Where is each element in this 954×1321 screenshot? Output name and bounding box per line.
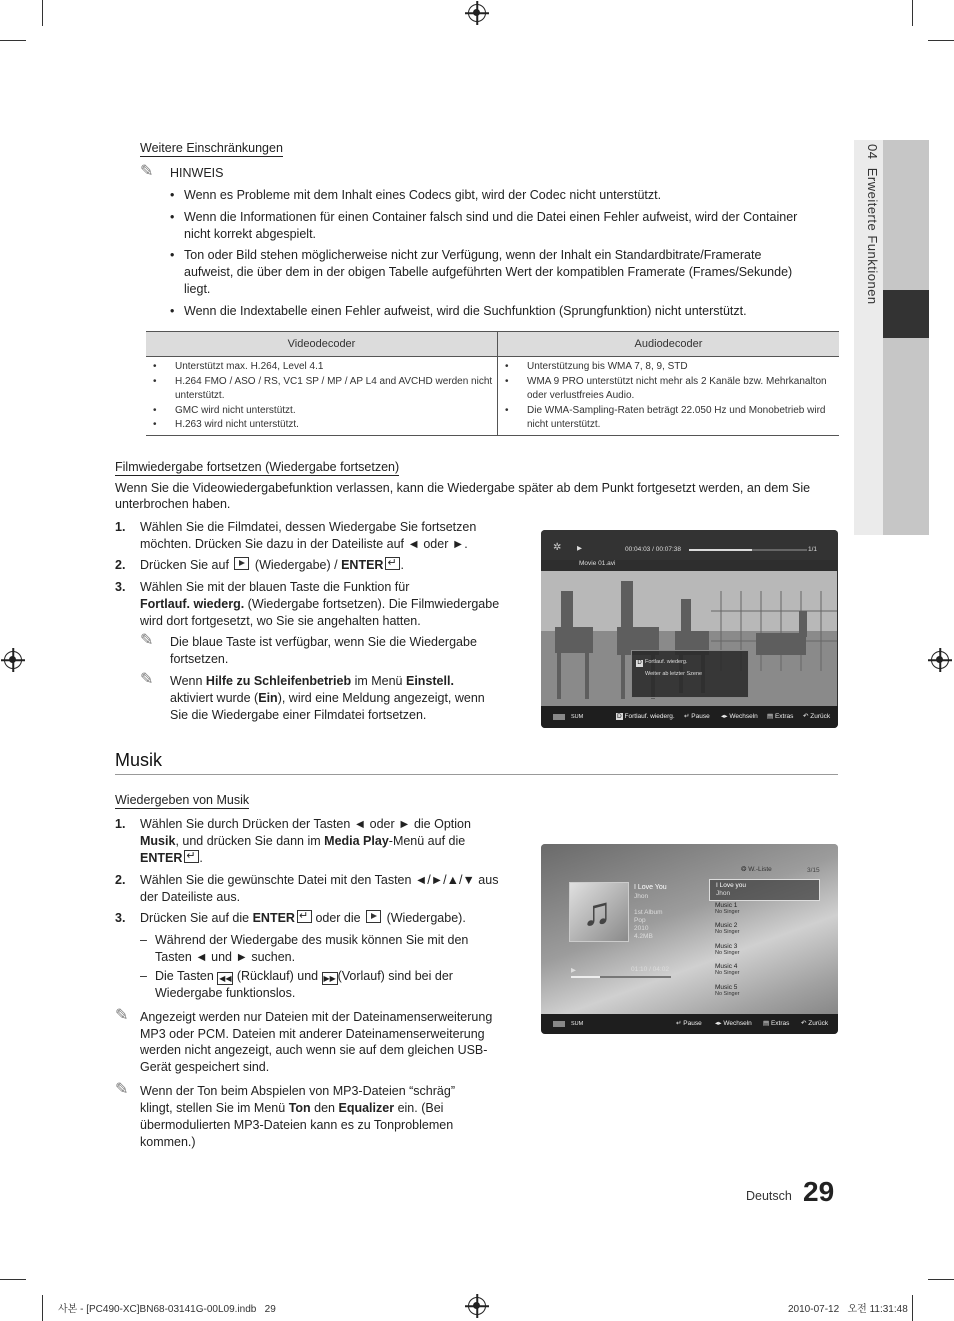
page-number: 29 [803, 1176, 835, 1207]
player-bottom-bar [541, 706, 838, 728]
blue-d-button-icon: D [637, 660, 642, 666]
play-state-icon: ▶ [577, 545, 582, 552]
table-header-video: Videodecoder [146, 332, 498, 357]
note-text: Wenn der Ton beim Abspielen von MP3-Dateien “schräg” [140, 1084, 455, 1098]
extras-hint: ▤ Extras [763, 1020, 790, 1027]
playlist-item-title: I Love you [716, 882, 746, 889]
storage-label: SUM [571, 714, 584, 720]
playlist-header: ❂ W.-Liste [741, 866, 772, 873]
table-cell-audio [498, 357, 840, 436]
note-pencil-icon: ✎ [115, 1007, 129, 1024]
track-genre: Pop [634, 917, 646, 924]
rewind-button-icon: ◀◀ [219, 974, 232, 983]
step-text: Wählen Sie die Filmdatei, dessen Wiedergabe Sie fortsetzen [140, 520, 477, 534]
enter-icon: ↵ [684, 713, 690, 720]
dash-text: Während der Wiedergabe des musik können Sie mit den [155, 933, 469, 947]
playlist-item-artist: Jhon [716, 890, 731, 897]
crop-mark [42, 0, 43, 26]
crop-mark [928, 40, 954, 41]
note-text: werden nicht angezeigt, auch wenn sie auf dem gleichen USB- [140, 1043, 488, 1057]
playlist-item[interactable] [715, 902, 739, 915]
pause-hint: ↵ Pause [676, 1020, 702, 1027]
note-text: fortsetzen. [170, 652, 229, 666]
track-album: 1st Album [634, 909, 663, 916]
step-text: der Dateiliste aus. [140, 890, 241, 904]
chapter-side-tab-marker [883, 290, 929, 338]
player-bottom-bar [541, 1014, 838, 1034]
list-item: • H.264 FMO / ASO / RS, VC1 SP / MP / AP L4 and AVCHD werden nicht unterstützt. [175, 375, 497, 404]
film-reel-icon: ✲ [553, 542, 562, 553]
step-number: 3. [115, 911, 126, 925]
playlist-item-artist: No Singer [715, 909, 740, 915]
resume-intro: unterbrochen haben. [115, 497, 231, 511]
resume-popup [631, 650, 749, 698]
back-hint: ↶ Zurück [801, 1020, 829, 1027]
footer-language: Deutsch [746, 1189, 792, 1203]
step-text: ENTER↵ . [140, 850, 203, 867]
registration-mark-icon [931, 651, 949, 669]
enter-icon [184, 850, 199, 863]
registration-mark-icon [4, 651, 22, 669]
playlist-item-artist: No Singer [715, 970, 740, 976]
music-heading: Wiedergeben von Musik [115, 793, 250, 807]
usb-icon [553, 714, 565, 720]
play-state-icon: ▶ [571, 967, 576, 974]
note-text: klingt, stellen Sie im Menü Ton den Equalizer ein. (Bei [140, 1101, 444, 1115]
playback-time: 01:10 / 04:02 [631, 966, 669, 973]
section-divider [115, 774, 838, 775]
chapter-side-tab-label: 04 Erweiterte Funktionen [865, 144, 880, 305]
note-text: kommen.) [140, 1135, 196, 1149]
album-art [569, 882, 629, 942]
switch-hint: ◂▸ Wechseln [715, 1020, 752, 1027]
crop-mark [912, 1295, 913, 1321]
list-item: • Unterstützt max. H.264, Level 4.1 [175, 360, 497, 375]
music-note-icon: ♫ [582, 890, 612, 934]
note-text: MP3 oder PCM. Dateien mit anderer Dateinamenserweiterung [140, 1027, 485, 1041]
playlist-item-artist: No Singer [715, 950, 740, 956]
step-text: Fortlauf. wiederg. (Wiedergabe fortsetzen). Die Filmwiedergabe [140, 597, 500, 611]
track-title: I Love You [634, 884, 667, 891]
track-size: 4.2MB [634, 933, 653, 940]
step-text: möchten. Drücken Sie dazu in der Dateiliste auf ◄ oder ►. [140, 537, 468, 551]
playlist-item[interactable] [715, 922, 739, 935]
dash-item: – [140, 969, 147, 983]
enter-icon: ↵ [676, 1020, 682, 1027]
table-cell-video [146, 357, 498, 436]
resume-intro: Wenn Sie die Videowiedergabefunktion verlassen, kann die Wiedergabe später ab dem Punkt fortgesetzt werden, an dem Sie [115, 481, 811, 495]
track-year: 2010 [634, 925, 649, 932]
dash-text: Tasten ◄ und ► suchen. [155, 950, 296, 964]
step-text: Drücken Sie auf die ENTER↵ oder die (Wiedergabe). [140, 910, 466, 927]
usb-icon [553, 1021, 565, 1027]
list-item: • WMA 9 PRO unterstützt nicht mehr als 2 Kanäle bzw. Mehrkanalton oder verlustfreies Audio. [527, 375, 839, 404]
list-page-counter: 3/15 [807, 867, 820, 874]
d-button-icon: D [617, 713, 622, 720]
file-counter: 1/1 [808, 546, 818, 553]
note-pencil-icon: ✎ [140, 163, 154, 180]
codec-table [146, 331, 839, 436]
popup-title: Fortlauf. wiederg. [645, 659, 688, 665]
return-icon: ↶ [801, 1020, 807, 1027]
list-item-continuation: nicht korrekt abgespielt. [184, 227, 317, 241]
playlist-item-title: Music 4 [715, 963, 738, 970]
crop-mark [42, 1295, 43, 1321]
step-text: Drücken Sie auf (Wiedergabe) / ENTER↵ . [140, 557, 404, 574]
left-right-icon: ◂▸ [721, 713, 728, 720]
enter-icon [385, 557, 400, 570]
step-text: Musik, und drücken Sie dann im Media Play-Menü auf die [140, 834, 466, 848]
playback-time: 00:04:03 / 00:07:38 [625, 546, 682, 553]
section-title: Musik [115, 750, 163, 770]
step-number: 1. [115, 520, 126, 534]
step-number: 1. [115, 817, 126, 831]
table-header-audio: Audiodecoder [498, 332, 840, 357]
note-pencil-icon: ✎ [115, 1081, 129, 1098]
step-number: 2. [115, 558, 126, 572]
list-item: • Unterstützung bis WMA 7, 8, 9, STD [527, 360, 839, 375]
back-hint: ↶ Zurück [803, 713, 831, 720]
storage-label: SUM [571, 1021, 584, 1027]
playlist-item-artist: No Singer [715, 991, 740, 997]
play-button-icon [234, 557, 249, 570]
enter-icon [297, 910, 312, 923]
step-text: Wählen Sie durch Drücken der Tasten ◄ oder ► die Option [140, 817, 471, 831]
list-item: • Die WMA-Sampling-Raten beträgt 22.050 Hz und Monobetrieb wird nicht unterstützt. [527, 404, 839, 433]
note-pencil-icon: ✎ [140, 671, 154, 688]
crop-mark [0, 1279, 26, 1280]
tools-icon: ▤ [763, 1020, 770, 1027]
resume-hint: D Fortlauf. wiederg. [617, 713, 675, 720]
list-item-continuation: aufweist, die über dem in der obigen Tabelle aufgeführten Wert der kompatiblen Framerate (Frames/Sekunde) [184, 265, 793, 279]
playlist-item-artist: No Singer [715, 929, 740, 935]
playlist-item[interactable] [715, 984, 739, 997]
note-text: Gerät gespeichert sind. [140, 1060, 270, 1074]
playlist-icon: ❂ [741, 866, 747, 873]
step-text: wird dort fortgesetzt, wo Sie sie angehalten hatten. [140, 614, 421, 628]
crop-mark [912, 0, 913, 26]
progress-fill [689, 549, 752, 551]
extras-hint: ▤ Extras [767, 713, 794, 720]
step-number: 3. [115, 580, 126, 594]
step-text: Wählen Sie mit der blauen Taste die Funktion für [140, 580, 410, 594]
progress-fill [571, 976, 600, 978]
switch-hint: ◂▸ Wechseln [721, 713, 758, 720]
return-icon: ↶ [803, 713, 809, 720]
note-pencil-icon: ✎ [140, 632, 154, 649]
pause-hint: ↵ Pause [684, 713, 710, 720]
crop-mark [928, 1279, 954, 1280]
music-player-screenshot [541, 844, 838, 1034]
play-button-icon [366, 910, 381, 923]
popup-text: Weiter ab letzter Szene [645, 671, 703, 677]
step-number: 2. [115, 873, 126, 887]
player-top-bar [541, 530, 838, 560]
list-item: • GMC wird nicht unterstützt. [175, 404, 497, 419]
dash-text: Die Tasten ◀◀ (Rücklauf) und ▶▶ (Vorlauf) sind bei der [155, 969, 453, 983]
restrictions-heading: Weitere Einschränkungen [140, 141, 283, 155]
playlist-item-title: Music 2 [715, 922, 738, 929]
playlist-item-title: Music 1 [715, 902, 738, 909]
crop-mark [0, 40, 26, 41]
note-text: Angezeigt werden nur Dateien mit der Dateinamenserweiterung [140, 1010, 493, 1024]
track-artist: Jhon [634, 893, 649, 900]
registration-mark-icon [468, 1297, 486, 1315]
playlist-item-title: Music 3 [715, 943, 738, 950]
list-item: • H.263 wird nicht unterstützt. [175, 418, 497, 433]
note-text: Sie die Wiedergabe einer Filmdatei fortsetzen. [170, 708, 427, 722]
dash-text: Wiedergabe funktionslos. [155, 986, 296, 1000]
print-file-info: 사본 - [PC490-XC]BN68-03141G-00L09.indb 29 [58, 1304, 276, 1315]
registration-mark-icon [468, 4, 486, 22]
playlist-item-title: Music 5 [715, 984, 738, 991]
file-name: Movie 01.avi [579, 560, 616, 567]
tools-icon: ▤ [767, 713, 774, 720]
fast-forward-button-icon: ▶▶ [323, 974, 336, 983]
list-item-continuation: liegt. [184, 282, 211, 296]
print-timestamp: 2010-07-12 오전 11:31:48 [788, 1304, 908, 1315]
video-player-screenshot [541, 530, 838, 728]
resume-heading: Filmwiedergabe fortsetzen (Wiedergabe fortsetzen) [115, 460, 400, 474]
playlist-item[interactable] [715, 963, 739, 976]
step-text: Wählen Sie die gewünschte Datei mit den Tasten ◄/►/▲/▼ aus [140, 873, 499, 887]
dash-item: – [140, 933, 147, 947]
note-text: übermodulierten MP3-Dateien kann es zu Tonproblemen [140, 1118, 454, 1132]
note-text: Wenn Hilfe zu Schleifenbetrieb im Menü Einstell. [170, 674, 454, 688]
note-text: Die blaue Taste ist verfügbar, wenn Sie die Wiedergabe [170, 635, 477, 649]
playlist-item[interactable] [715, 943, 739, 956]
playlist-item-selected[interactable] [709, 879, 820, 901]
note-label: HINWEIS [170, 166, 224, 180]
note-text: aktiviert wurde (Ein), wird eine Meldung angezeigt, wenn [170, 691, 485, 705]
left-right-icon: ◂▸ [715, 1020, 722, 1027]
